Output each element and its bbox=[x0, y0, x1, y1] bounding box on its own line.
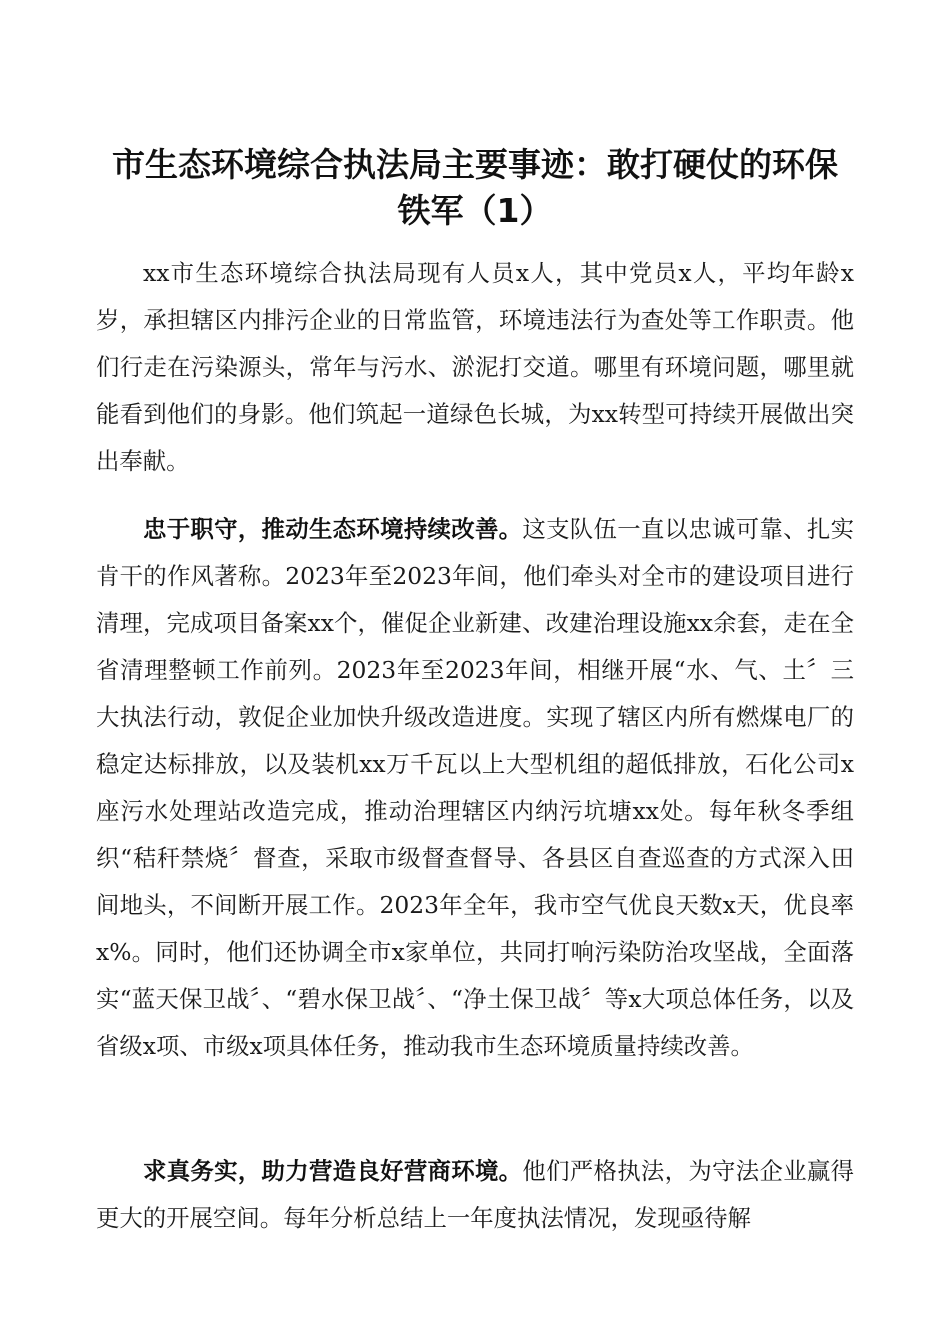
paragraph-text: 这支队伍一直以忠诚可靠、扎实肯干的作风著称。2023年至2023年间，他们牵头对全市的建设项目进行清理，完成项目备案xx个，催促企业新建、改建治理设施xx余套，走在全省清理整顿工作前列。2023年至2023年间，相继开展“水、气、土〞三大执法行动，敦促企业加快升级改造进度。实现了辖区内所有燃煤电厂的稳定达标排放，以及装机xx万千瓦以上大型机组的超低排放，石化公司x座污水处理站改造完成，推动治理辖区内纳污坑塘xx处。每年秋冬季组织“秸秆禁烧〞督查，采取市级督查督导、各县区自查巡查的方式深入田间地头，不间断开展工作。2023年全年，我市空气优良天数x天，优良率x%。同时，他们还协调全市x家单位，共同打响污染防治攻坚战，全面落实“蓝天保卫战〞、“碧水保卫战〞、“净土保卫战〞等x大项总体任务，以及省级x项、市级x项具体任务，推动我市生态环境质量持续改善。 bbox=[96, 515, 855, 1060]
paragraph-pragmatism bbox=[96, 1148, 854, 1242]
paragraph-intro bbox=[96, 250, 854, 485]
paragraph-lead-heading: 求真务实，助力营造良好营商环境。 bbox=[143, 1157, 523, 1185]
paragraph-lead-heading: 忠于职守，推动生态环境持续改善。 bbox=[143, 515, 523, 543]
document-title: 市生态环境综合执法局主要事迹：敢打硬仗的环保铁军（1） bbox=[112, 145, 838, 230]
paragraph-loyalty bbox=[96, 506, 854, 1070]
paragraph-text: 他们严格执法，为守法企业赢得更大的开展空间。每年分析总结上一年度执法情况，发现亟待解 bbox=[96, 1157, 855, 1232]
paragraph-text: xx市生态环境综合执法局现有人员x人，其中党员x人，平均年龄x岁，承担辖区内排污企业的日常监管，环境违法行为查处等工作职责。他们行走在污染源头，常年与污水、淤泥打交道。哪里有环境问题，哪里就能看到他们的身影。他们筑起一道绿色长城，为xx转型可持续开展做出突出奉献。 bbox=[96, 259, 854, 475]
